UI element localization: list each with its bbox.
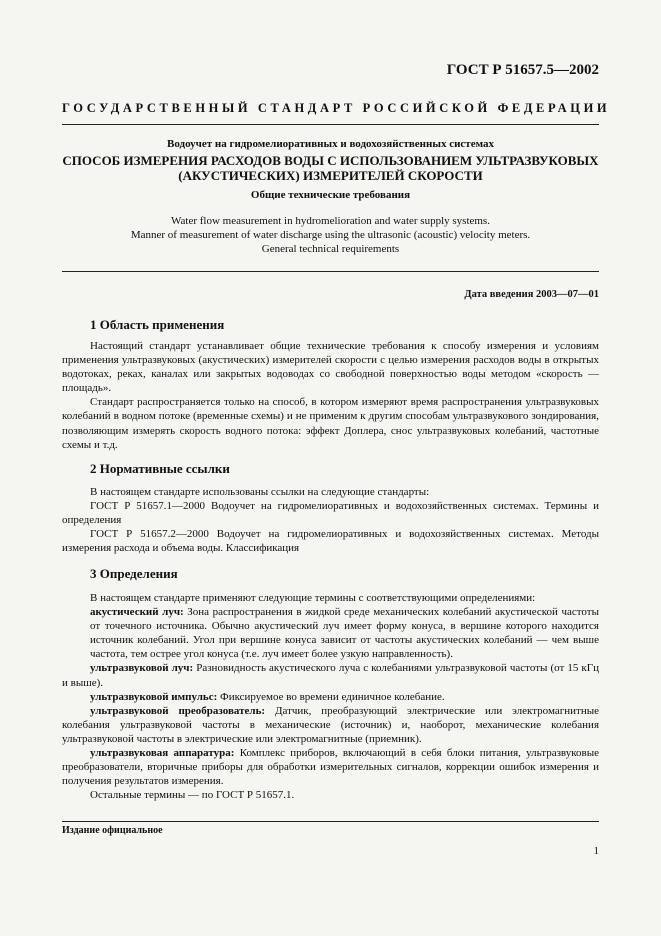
english-title bbox=[62, 214, 599, 256]
def-ultrasonic-equipment: Комплекс приборов, включающий в себя блоки питания, ультразвуковые преобразователи, вторичные приборы для обработки измерительных сигналов, коррекции ошибок измерения и получения результатов измерения. bbox=[62, 747, 599, 788]
section-3-paragraph-last: Остальные термины — по ГОСТ Р 51657.1. bbox=[90, 789, 295, 802]
title-line-1: СПОСОБ ИЗМЕРЕНИЯ РАСХОДОВ ВОДЫ С ИСПОЛЬЗОВАНИЕМ УЛЬТРАЗВУКОВЫХ bbox=[62, 153, 599, 168]
section-3-body bbox=[62, 591, 599, 802]
section-1-title: 1 Область применения bbox=[90, 317, 225, 332]
english-line-1: Water flow measurement in hydromelioration and water supply systems. bbox=[171, 215, 490, 227]
term-ultrasonic-equipment: ультразвуковая аппаратура: bbox=[90, 747, 235, 760]
title-line-2: (АКУСТИЧЕСКИХ) ИЗМЕРИТЕЛЕЙ СКОРОСТИ bbox=[178, 168, 483, 183]
section-1-body bbox=[62, 339, 599, 452]
term-ultrasonic-pulse: ультразвуковой импульс: bbox=[90, 690, 218, 703]
footer-rule bbox=[62, 821, 599, 822]
section-2-title: 2 Нормативные ссылки bbox=[90, 461, 230, 476]
term-ultrasonic-beam: ультразвуковой луч: bbox=[90, 662, 194, 675]
subject-line: Водоучет на гидромелиоративных и водохозяйственных системах bbox=[166, 138, 495, 150]
section-2-reference-2: ГОСТ Р 51657.2—2000 Водоучет на гидромелиоративных и водохозяйственных системах. Методы измерения расхода и объема воды. Классификация bbox=[62, 528, 599, 555]
title-rule bbox=[62, 271, 599, 272]
official-edition-label: Издание официальное bbox=[62, 825, 163, 836]
def-ultrasonic-pulse: Фиксируемое во времени единичное колебание. bbox=[217, 690, 445, 703]
english-line-3: General technical requirements bbox=[261, 243, 400, 255]
term-acoustic-beam: акустический луч: bbox=[90, 606, 184, 619]
document-title bbox=[62, 153, 599, 183]
definition-ultrasonic-pulse bbox=[62, 690, 599, 704]
definition-ultrasonic-transducer bbox=[62, 704, 599, 746]
section-1-paragraph-2: Стандарт распространяется только на способ, в котором измеряют время распространения ультразвуковых колебаний в водном потоке (временные схемы) и не применим к другим способам ультразвукового зондирования, позволяющим измерять скорость водного потока: эффект Доплера, снос ультразвуковых колебаний, частотные схемы и т.д. bbox=[62, 396, 599, 451]
introduction-date: Дата введения 2003—07—01 bbox=[464, 289, 599, 300]
section-3-title: 3 Определения bbox=[90, 566, 178, 581]
term-ultrasonic-transducer: ультразвуковой преобразователь: bbox=[90, 704, 266, 717]
section-2-body bbox=[62, 485, 599, 555]
definition-acoustic-beam bbox=[62, 605, 599, 661]
section-2-reference-1: ГОСТ Р 51657.1—2000 Водоучет на гидромелиоративных и водохозяйственных системах. Термины и определения bbox=[62, 500, 599, 527]
def-ultrasonic-transducer: Датчик, преобразующий электрические или электромагнитные колебания ультразвуковой частоты в механические (источник) и, наоборот, механические колебания ультразвуковой частоты в электрические или электромагнитные (приемник). bbox=[62, 704, 599, 745]
document-subtitle: Общие технические требования bbox=[250, 189, 411, 201]
document-number: ГОСТ Р 51657.5—2002 bbox=[446, 62, 599, 78]
page-number: 1 bbox=[593, 845, 599, 857]
section-2-paragraph-1: В настоящем стандарте использованы ссылки на следующие стандарты: bbox=[90, 486, 430, 498]
section-1-paragraph-1: Настоящий стандарт устанавливает общие технические требования к способу измерения и условиям применения ультразвуковых (акустических) измерителей скорости с целью измерения расходов воды в открытых водотоках, реках, каналах или закрытых водоводах со свободной поверхностью воды методом «скорость — площадь». bbox=[62, 340, 599, 395]
definition-ultrasonic-beam bbox=[62, 661, 599, 689]
section-3-paragraph-1: В настоящем стандарте применяют следующие термины с соответствующими определениями: bbox=[90, 592, 536, 604]
english-line-2: Manner of measurement of water discharge using the ultrasonic (acoustic) velocity meters. bbox=[130, 229, 531, 241]
def-ultrasonic-beam: Разновидность акустического луча с колебаниями ультразвуковой частоты (от 15 кГц и выше). bbox=[62, 662, 599, 689]
state-standard-heading: ГОСУДАРСТВЕННЫЙ СТАНДАРТ РОССИЙСКОЙ ФЕДЕРАЦИИ bbox=[62, 101, 611, 115]
definition-ultrasonic-equipment bbox=[62, 746, 599, 788]
top-rule bbox=[62, 124, 599, 125]
def-acoustic-beam: Зона распространения в жидкой среде механических колебаний акустической частоты от точечного источника. Обычно акустический луч имеет форму конуса, в вершине которого находится источник колебаний. Угол при вершине конуса зависит от частоты акустических колебаний — чем выше частота, тем острее угол конуса (т.е. луч имеет более узкую направленность). bbox=[90, 606, 599, 661]
